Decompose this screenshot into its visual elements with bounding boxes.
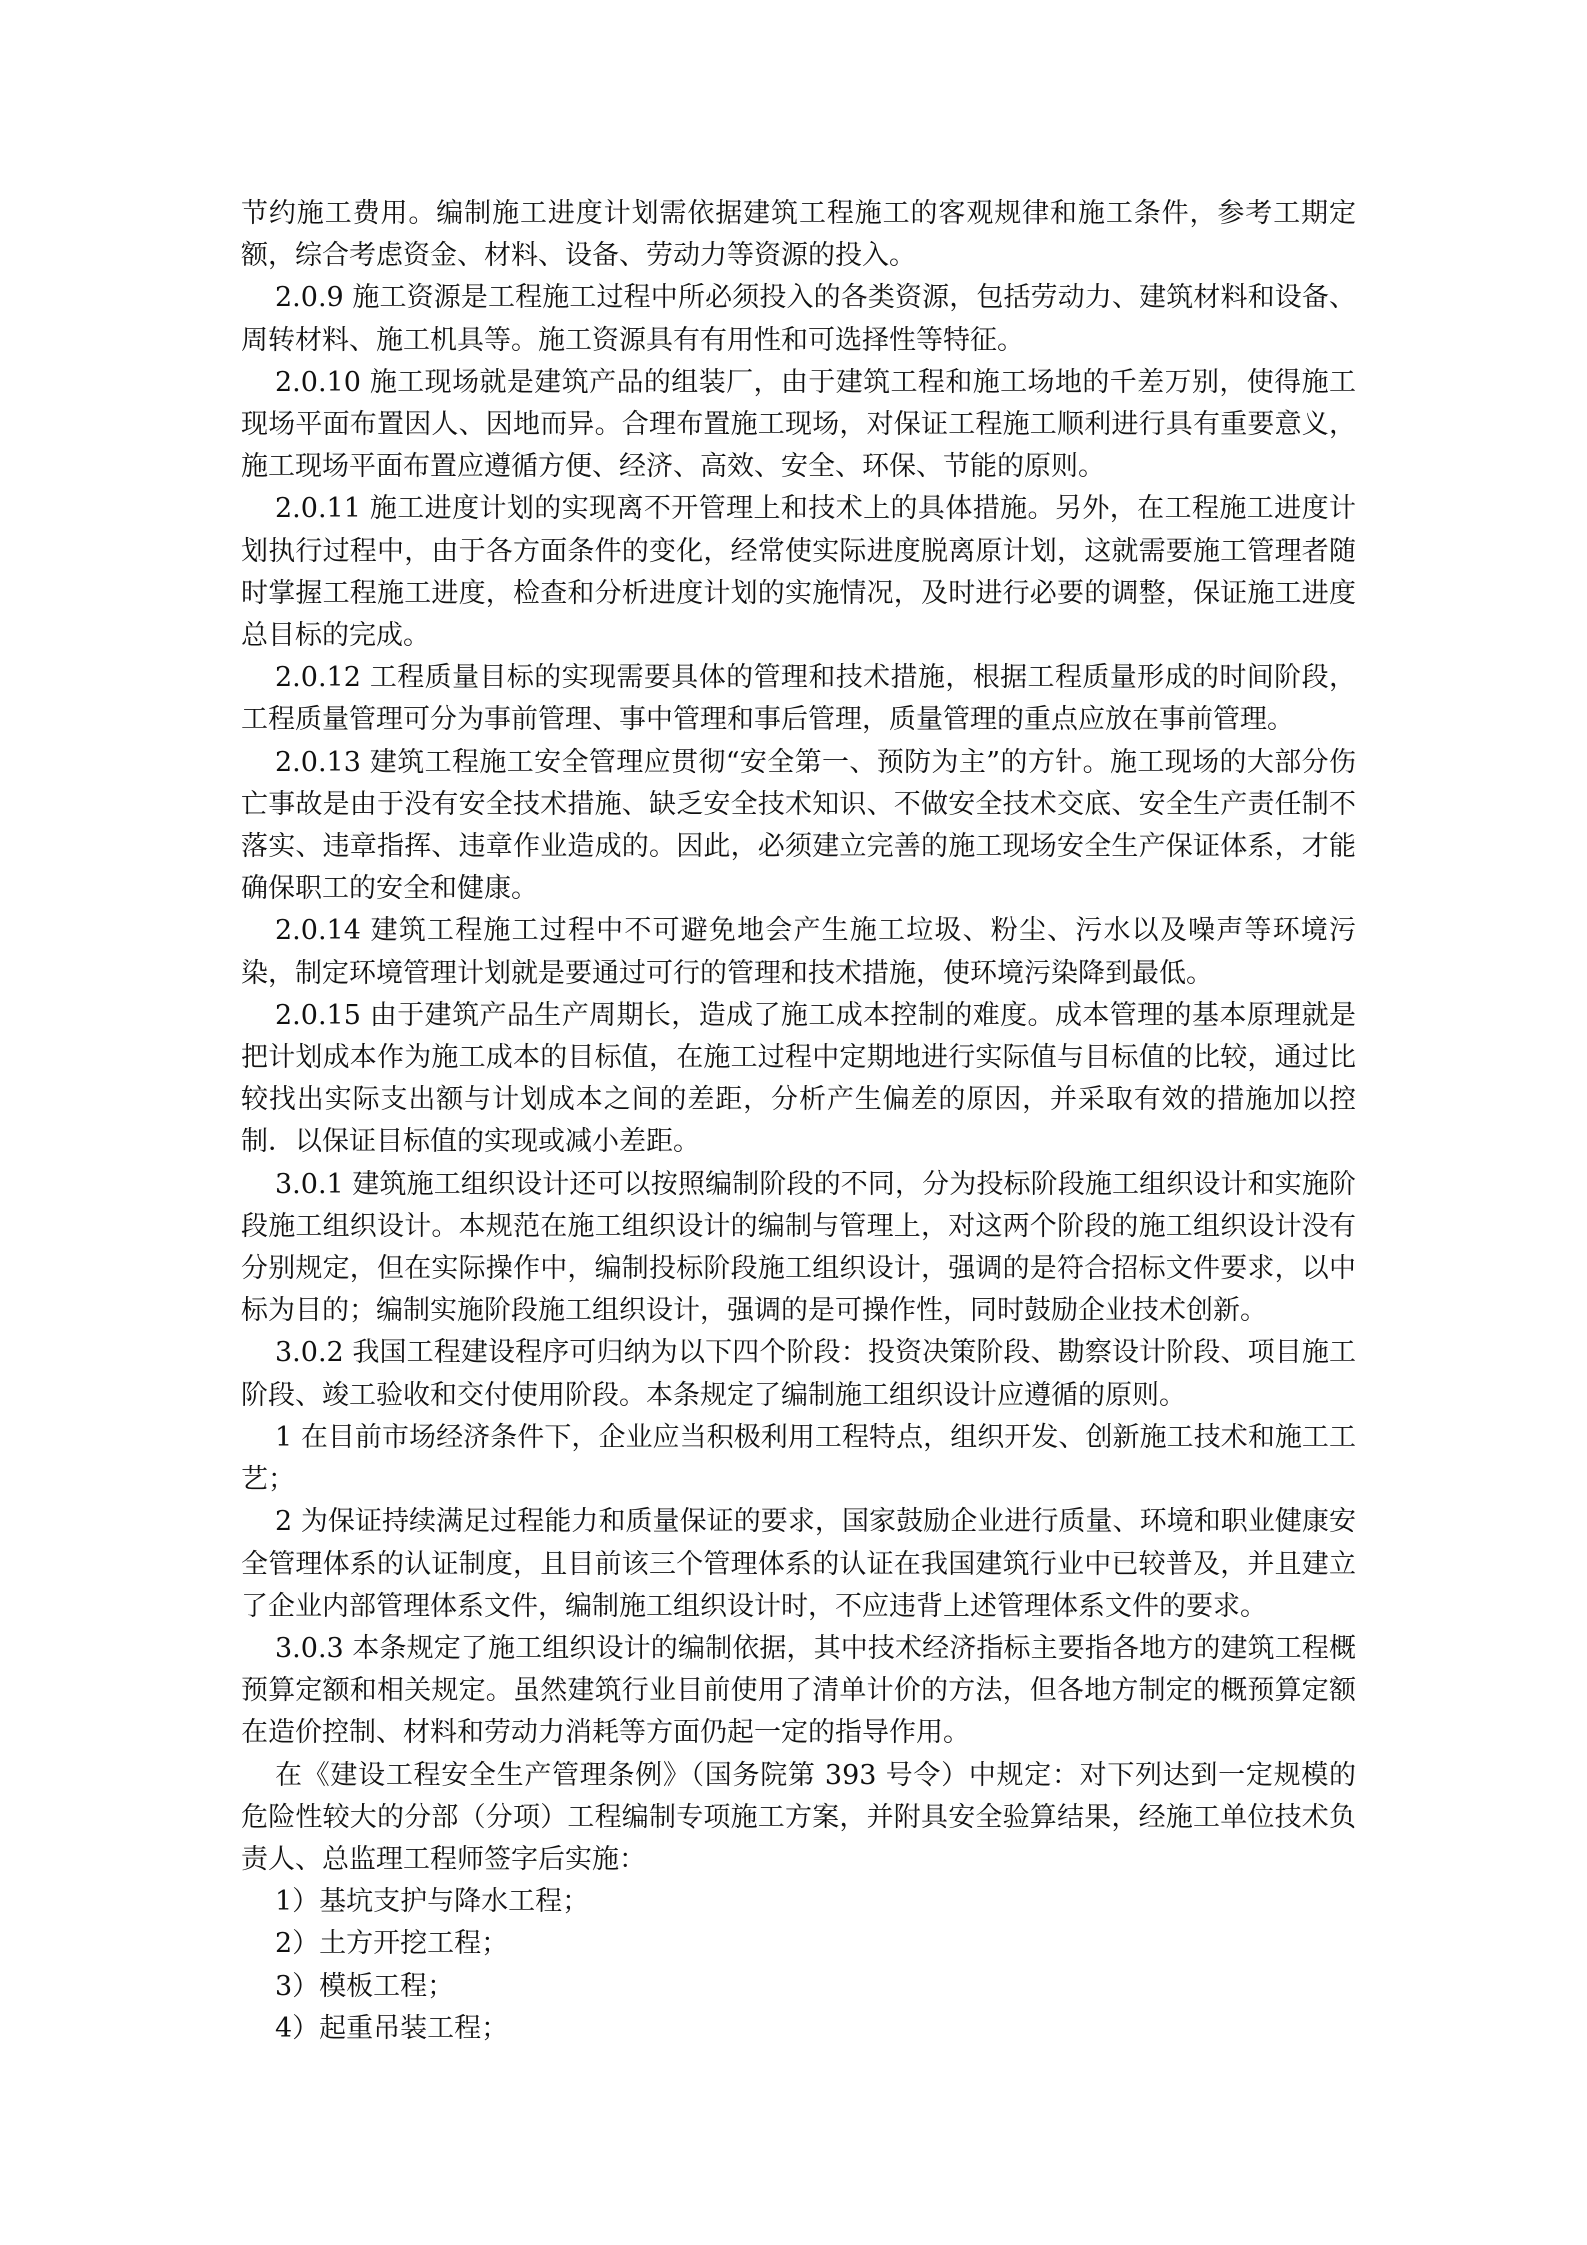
paragraph: 1）基坑支护与降水工程； [275, 1886, 590, 1918]
document-body [241, 193, 1356, 2050]
paragraph: 4）起重吊装工程； [275, 2012, 509, 2044]
paragraph: 3.0.2 我国工程建设程序可归纳为以下四个阶段：投资决策阶段、勘察设计阶段、项目施工阶段、竣工验收和交付使用阶段。本条规定了编制施工组织设计应遵循的原则。 [241, 1337, 1356, 1411]
paragraph: 节约施工费用。编制施工进度计划需依据建筑工程施工的客观规律和施工条件，参考工期定额，综合考虑资金、材料、设备、劳动力等资源的投入。 [241, 198, 1356, 272]
paragraph: 2.0.12 工程质量目标的实现需要具体的管理和技术措施，根据工程质量形成的时间阶段，工程质量管理可分为事前管理、事中管理和事后管理，质量管理的重点应放在事前管理。 [241, 662, 1356, 736]
paragraph: 2.0.14 建筑工程施工过程中不可避免地会产生施工垃圾、粉尘、污水以及噪声等环境污染，制定环境管理计划就是要通过可行的管理和技术措施，使环境污染降到最低。 [241, 915, 1356, 989]
paragraph: 3.0.1 建筑施工组织设计还可以按照编制阶段的不同，分为投标阶段施工组织设计和实施阶段施工组织设计。本规范在施工组织设计的编制与管理上，对这两个阶段的施工组织设计没有分别规定，但在实际操作中，编制投标阶段施工组织设计，强调的是符合招标文件要求，以中标为目的；编制实施阶段施工组织设计，强调的是可操作性，同时鼓励企业技术创新。 [241, 1168, 1356, 1327]
paragraph: 3）模板工程； [275, 1970, 455, 2002]
paragraph: 2.0.15 由于建筑产品生产周期长，造成了施工成本控制的难度。成本管理的基本原理就是把计划成本作为施工成本的目标值，在施工过程中定期地进行实际值与目标值的比较，通过比较找出实际支出额与计划成本之间的差距，分析产生偏差的原因，并采取有效的措施加以控制．以保证目标值的实现或减小差距。 [241, 999, 1356, 1158]
paragraph: 2.0.9 施工资源是工程施工过程中所必须投入的各类资源，包括劳动力、建筑材料和设备、周转材料、施工机具等。施工资源具有有用性和可选择性等特征。 [241, 282, 1356, 356]
paragraph: 3.0.3 本条规定了施工组织设计的编制依据，其中技术经济指标主要指各地方的建筑工程概预算定额和相关规定。虽然建筑行业目前使用了清单计价的方法，但各地方制定的概预算定额在造价控制、材料和劳动力消耗等方面仍起一定的指导作用。 [241, 1632, 1356, 1749]
paragraph: 2）土方开挖工程； [275, 1928, 509, 1960]
paragraph: 2.0.10 施工现场就是建筑产品的组装厂，由于建筑工程和施工场地的千差万别，使得施工现场平面布置因人、因地而异。合理布置施工现场，对保证工程施工顺利进行具有重要意义，施工现场平面布置应遵循方便、经济、高效、安全、环保、节能的原则。 [241, 366, 1356, 483]
paragraph: 2.0.13 建筑工程施工安全管理应贯彻“安全第一、预防为主”的方针。施工现场的大部分伤亡事故是由于没有安全技术措施、缺乏安全技术知识、不做安全技术交底、安全生产责任制不落实、违章指挥、违章作业造成的。因此，必须建立完善的施工现场安全生产保证体系，才能确保职工的安全和健康。 [241, 746, 1356, 905]
paragraph: 2 为保证持续满足过程能力和质量保证的要求，国家鼓励企业进行质量、环境和职业健康安全管理体系的认证制度，且目前该三个管理体系的认证在我国建筑行业中已较普及，并且建立了企业内部管理体系文件，编制施工组织设计时，不应违背上述管理体系文件的要求。 [241, 1506, 1356, 1622]
paragraph: 2.0.11 施工进度计划的实现离不开管理上和技术上的具体措施。另外，在工程施工进度计划执行过程中，由于各方面条件的变化，经常使实际进度脱离原计划，这就需要施工管理者随时掌握工程施工进度，检查和分析进度计划的实施情况，及时进行必要的调整，保证施工进度总目标的完成。 [241, 493, 1356, 652]
paragraph: 在《建设工程安全生产管理条例》（国务院第 393 号令）中规定：对下列达到一定规模的危险性较大的分部（分项）工程编制专项施工方案，并附具安全验算结果，经施工单位技术负责人、总监理工程师签字后实施： [241, 1759, 1356, 1875]
paragraph: 1 在目前市场经济条件下，企业应当积极利用工程特点，组织开发、创新施工技术和施工工艺； [241, 1421, 1356, 1496]
